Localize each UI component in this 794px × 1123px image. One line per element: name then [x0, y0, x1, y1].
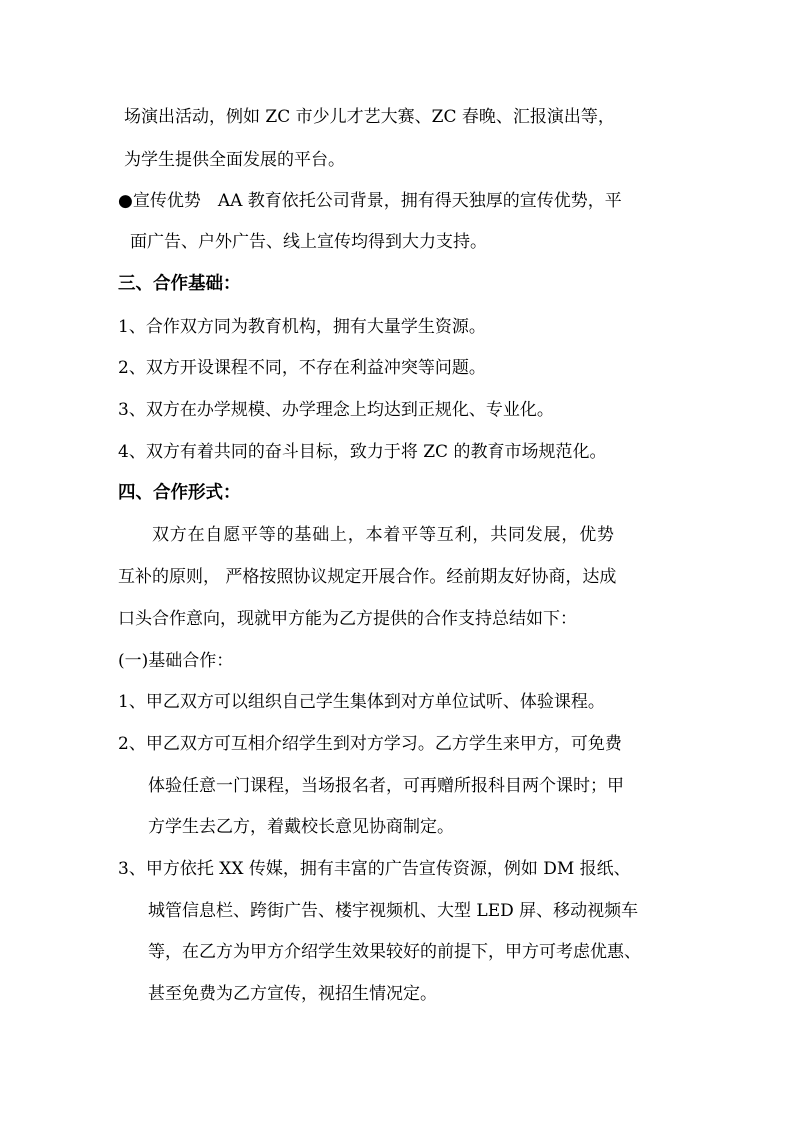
text-line: 面广告、户外广告、线上宣传均得到大力支持。: [130, 232, 487, 252]
list-item: 1、合作双方同为教育机构，拥有大量学生资源。: [118, 317, 486, 337]
list-item: 2、甲乙双方可互相介绍学生到对方学习。乙方学生来甲方，可免费: [118, 734, 622, 754]
paragraph-line: 双方在自愿平等的基础上，本着平等互利，共同发展，优势: [152, 525, 615, 545]
section-heading: 三、合作基础：: [118, 274, 241, 294]
list-item: 4、双方有着共同的奋斗目标，致力于将 ZC 的教育市场规范化。: [118, 442, 607, 462]
list-item: 3、双方在办学规模、办学理念上均达到正规化、专业化。: [118, 400, 554, 420]
list-item-continuation: 城管信息栏、跨街广告、楼宇视频机、大型 LED 屏、移动视频车: [148, 901, 639, 921]
bullet-line: ●宣传优势 AA 教育依托公司背景，拥有得天独厚的宣传优势，平: [118, 191, 622, 211]
list-item-continuation: 等，在乙方为甲方介绍学生效果较好的前提下，甲方可考虑优惠、: [148, 942, 641, 962]
list-item: 1、甲乙双方可以组织自己学生集体到对方单位试听、体验课程。: [118, 692, 605, 712]
section-heading: 四、合作形式：: [118, 483, 241, 503]
paragraph-line: 互补的原则， 严格按照协议规定开展合作。经前期友好协商，达成: [118, 567, 617, 587]
subsection-heading: (一)基础合作：: [118, 651, 234, 671]
list-item-continuation: 方学生去乙方，着戴校长意见协商制定。: [148, 817, 454, 837]
list-item: 3、甲方依托 XX 传媒，拥有丰富的广告宣传资源，例如 DM 报纸、: [118, 859, 631, 879]
list-item-continuation: 体验任意一门课程，当场报名者，可再赠所报科目两个课时；甲: [148, 776, 624, 796]
text-line: 场演出活动，例如 ZC 市少儿才艺大赛、ZC 春晚、汇报演出等，: [124, 107, 615, 127]
paragraph-line: 口头合作意向，现就甲方能为乙方提供的合作支持总结如下：: [118, 609, 577, 629]
list-item: 2、双方开设课程不同，不存在利益冲突等问题。: [118, 358, 486, 378]
list-item-continuation: 甚至免费为乙方宣传，视招生情况定。: [148, 984, 437, 1004]
text-line: 为学生提供全面发展的平台。: [124, 150, 345, 170]
